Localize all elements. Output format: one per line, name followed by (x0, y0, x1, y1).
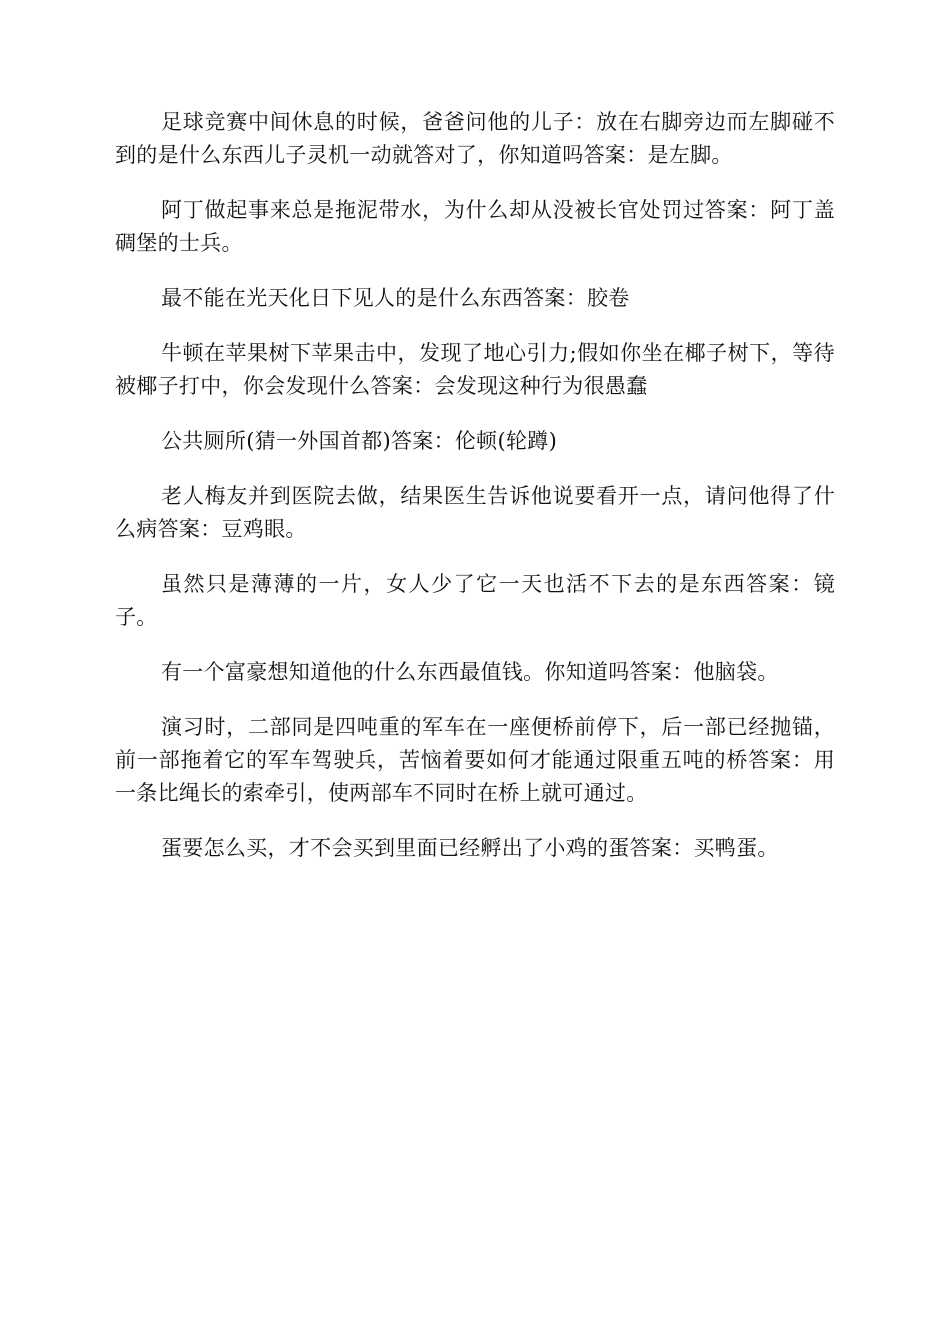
riddle-paragraph-7: 虽然只是薄薄的一片，女人少了它一天也活不下去的是东西答案：镜子。 (115, 572, 835, 629)
riddle-paragraph-3: 最不能在光天化日下见人的是什么东西答案：胶卷 (161, 286, 630, 310)
riddle-paragraph-9: 演习时，二部同是四吨重的军车在一座便桥前停下，后一部已经抛锚，前一部拖着它的军车驾驶兵，苦恼着要如何才能通过限重五吨的桥答案：用一条比绳长的索牵引，使两部车不同时在桥上就可通过。 (115, 715, 835, 805)
riddle-paragraph-4: 牛顿在苹果树下苹果击中，发现了地心引力;假如你坐在椰子树下，等待被椰子打中，你会发现什么答案：会发现这种行为很愚蠢 (115, 341, 835, 398)
riddle-paragraph-2: 阿丁做起事来总是拖泥带水，为什么却从没被长官处罚过答案：阿丁盖碉堡的士兵。 (115, 198, 835, 255)
riddle-paragraph-8: 有一个富豪想知道他的什么东西最值钱。你知道吗答案：他脑袋。 (161, 660, 779, 684)
riddle-paragraph-10: 蛋要怎么买，才不会买到里面已经孵出了小鸡的蛋答案：买鸭蛋。 (161, 836, 779, 860)
document-body (115, 106, 835, 887)
riddle-paragraph-1: 足球竞赛中间休息的时候，爸爸问他的儿子：放在右脚旁边而左脚碰不到的是什么东西儿子灵机一动就答对了，你知道吗答案：是左脚。 (115, 110, 835, 167)
riddle-paragraph-6: 老人梅友并到医院去做，结果医生告诉他说要看开一点，请问他得了什么病答案：豆鸡眼。 (115, 484, 835, 541)
riddle-paragraph-5: 公共厕所(猜一外国首都)答案：伦顿(轮蹲) (161, 429, 558, 453)
